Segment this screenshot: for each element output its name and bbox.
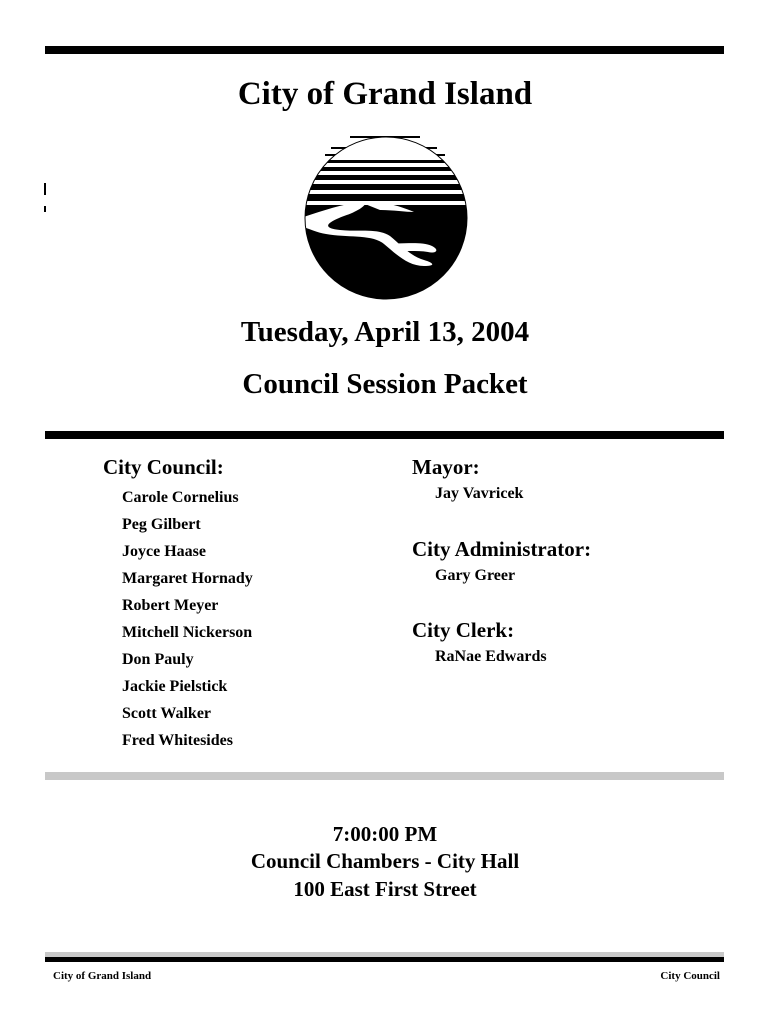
administrator-name: Gary Greer [435,567,516,584]
council-member: Joyce Haase [122,543,206,560]
middle-rule [45,431,724,439]
top-rule [45,46,724,54]
edge-mark-lower [44,206,46,212]
council-member: Mitchell Nickerson [122,624,253,641]
council-member: Fred Whitesides [122,732,233,749]
packet-title: Council Session Packet [242,368,528,400]
page-title: City of Grand Island [237,76,533,112]
council-member: Carole Cornelius [122,489,239,506]
council-member: Margaret Hornady [122,570,253,587]
council-member: Robert Meyer [122,597,219,614]
council-member: Scott Walker [122,705,212,722]
council-member: Don Pauly [122,651,194,668]
clerk-name: RaNae Edwards [435,648,547,665]
grey-rule [45,772,724,780]
meeting-location: Council Chambers - City Hall [250,849,520,873]
meeting-date: Tuesday, April 13, 2004 [240,316,530,348]
council-member: Peg Gilbert [122,516,201,533]
footer-left: City of Grand Island [53,970,152,982]
footer-black-rule [45,957,724,962]
footer-right: City Council [660,970,720,982]
administrator-heading: City Administrator: [412,537,592,561]
meeting-time: 7:00:00 PM [332,822,438,846]
mayor-name: Jay Vavricek [435,485,524,502]
mayor-heading: Mayor: [412,455,480,479]
clerk-heading: City Clerk: [412,618,515,642]
meeting-address: 100 East First Street [293,877,477,901]
river-sunset-emblem-icon [300,132,472,300]
council-member: Jackie Pielstick [122,678,228,695]
city-council-heading: City Council: [103,455,224,479]
edge-mark-upper [44,183,46,195]
